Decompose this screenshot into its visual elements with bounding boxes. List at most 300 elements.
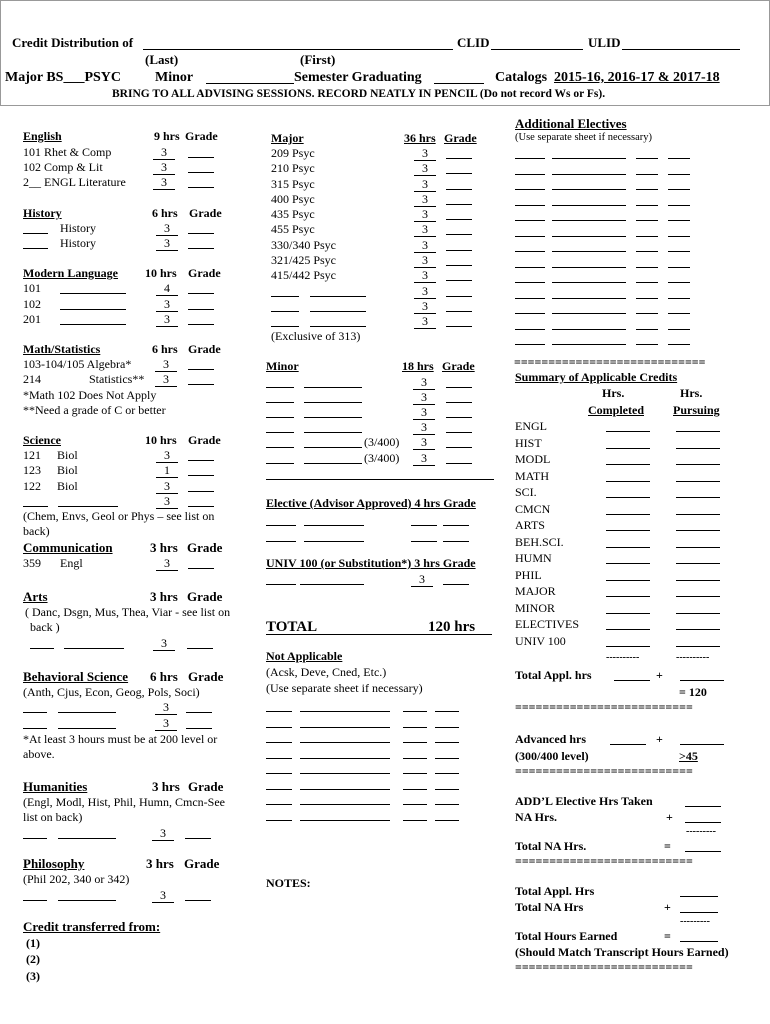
course-number-field[interactable] <box>515 333 545 345</box>
grade-field[interactable] <box>668 302 690 314</box>
summary-dashes: ---------- <box>676 652 710 663</box>
grade-field[interactable] <box>446 452 472 464</box>
course-name-field[interactable] <box>300 762 390 774</box>
grade-field[interactable] <box>188 480 214 492</box>
major-label: Major BS___PSYC <box>5 70 122 85</box>
semester-graduating-field[interactable] <box>434 72 484 84</box>
summary-title: Summary of Applicable Credits <box>515 370 678 384</box>
grade-field[interactable] <box>188 298 214 310</box>
grade-field[interactable] <box>446 391 472 403</box>
communication-row-number: 359 <box>23 556 41 570</box>
course-number-field[interactable] <box>266 809 292 821</box>
grade-field[interactable] <box>186 701 212 713</box>
minor-level-tag: (3/400) <box>364 451 400 465</box>
course-number-field[interactable] <box>515 302 545 314</box>
major-row-credits: 3 <box>414 193 436 207</box>
major-grade-header: Grade <box>444 131 477 145</box>
credits-field[interactable] <box>636 178 658 190</box>
course-number-field[interactable] <box>515 240 545 252</box>
completed-hrs-field[interactable] <box>606 503 650 515</box>
short-dashes: --------- <box>686 826 716 837</box>
modern-language-hrs: 10 hrs <box>145 266 177 280</box>
course-name-field[interactable] <box>300 731 390 743</box>
course-name-field[interactable] <box>58 889 116 901</box>
course-number-field[interactable] <box>30 637 54 649</box>
grade-field[interactable] <box>435 793 459 805</box>
elective-title: Elective (Advisor Approved) 4 hrs Grade <box>266 496 476 510</box>
credits-field[interactable] <box>411 530 437 542</box>
course-name-field[interactable] <box>300 747 390 759</box>
language-name-field[interactable] <box>60 313 126 325</box>
grade-field[interactable] <box>446 269 472 281</box>
grade-field[interactable] <box>435 778 459 790</box>
course-name-field[interactable] <box>552 225 626 237</box>
pursuing-hrs-field[interactable] <box>676 519 720 531</box>
summary-category-label: ENGL <box>515 419 547 433</box>
gt45-requirement: >45 <box>679 749 698 763</box>
pursuing-hrs-field[interactable] <box>676 585 720 597</box>
pursuing-hrs-field[interactable] <box>676 552 720 564</box>
credits-field[interactable] <box>636 240 658 252</box>
credits-field[interactable] <box>636 256 658 268</box>
science-title: Science <box>23 433 61 447</box>
course-name-field[interactable] <box>58 827 116 839</box>
pursuing-hrs-field[interactable] <box>676 470 720 482</box>
minor-field[interactable] <box>206 72 294 84</box>
behavioral-hrs: 6 hrs <box>150 669 178 684</box>
course-name-field[interactable] <box>552 209 626 221</box>
language-row-credits: 3 <box>156 298 178 312</box>
course-number-field[interactable] <box>266 762 292 774</box>
total-hrs: 120 hrs <box>428 619 476 635</box>
pursuing-hrs-field[interactable] <box>676 569 720 581</box>
grade-field[interactable] <box>446 421 472 433</box>
course-name-field[interactable] <box>552 333 626 345</box>
grade-field[interactable] <box>188 282 214 294</box>
grade-field[interactable] <box>668 271 690 283</box>
divider <box>266 479 494 480</box>
course-number-field[interactable] <box>266 573 296 585</box>
course-number-field[interactable] <box>266 700 292 712</box>
science-row-credits: 3 <box>156 449 178 463</box>
science-row-credits: 3 <box>156 480 178 494</box>
english-row-credits: 3 <box>153 161 175 175</box>
summary-hrs-header: Hrs. <box>602 386 625 400</box>
completed-hrs-field[interactable] <box>606 635 650 647</box>
course-name-field[interactable] <box>552 271 626 283</box>
communication-title: Communication <box>23 540 113 555</box>
major-row-label: 321/425 Psyc <box>271 253 337 267</box>
math-hrs: 6 hrs <box>152 342 178 356</box>
minor-grade-header: Grade <box>442 359 475 373</box>
course-name-field[interactable] <box>58 495 118 507</box>
course-name-field[interactable] <box>552 163 626 175</box>
completed-hrs-field[interactable] <box>606 585 650 597</box>
grade-field[interactable] <box>446 223 472 235</box>
math-row-credits: 3 <box>155 358 177 372</box>
grade-field[interactable] <box>446 147 472 159</box>
course-number-field[interactable] <box>23 701 47 713</box>
behavioral-footnote: above. <box>23 747 55 761</box>
advanced-level-note: (300/400 level) <box>515 749 589 763</box>
course-name-field[interactable] <box>304 514 364 526</box>
humanities-note: list on back) <box>23 810 83 824</box>
univ100-credits: 3 <box>411 573 433 587</box>
credits-field[interactable] <box>636 225 658 237</box>
course-name-field[interactable] <box>300 809 390 821</box>
math-grade-header: Grade <box>188 342 221 356</box>
course-name-field[interactable] <box>552 318 626 330</box>
course-number-field[interactable] <box>266 747 292 759</box>
credits-field[interactable] <box>636 163 658 175</box>
course-name-field[interactable] <box>310 300 366 312</box>
grade-field[interactable] <box>188 161 214 173</box>
clid-label: CLID <box>457 35 490 50</box>
grade-field[interactable] <box>668 240 690 252</box>
math-row-credits: 3 <box>155 373 177 387</box>
pursuing-hrs-field[interactable] <box>676 635 720 647</box>
course-number-field[interactable] <box>266 406 294 418</box>
science-grade-header: Grade <box>188 433 221 447</box>
credits-field[interactable] <box>403 793 427 805</box>
grade-field[interactable] <box>446 376 472 388</box>
language-row-label: 201 <box>23 312 41 326</box>
credits-field[interactable] <box>403 731 427 743</box>
course-name-field[interactable] <box>552 178 626 190</box>
ulid-field[interactable] <box>622 38 740 50</box>
pursuing-hrs-field[interactable] <box>676 536 720 548</box>
grade-field[interactable] <box>446 285 472 297</box>
addl-elective-field[interactable] <box>685 795 721 807</box>
na-hrs-label: NA Hrs. <box>515 810 557 824</box>
pursuing-hrs-field[interactable] <box>676 453 720 465</box>
completed-hrs-field[interactable] <box>606 569 650 581</box>
grade-field[interactable] <box>443 530 469 542</box>
grade-field[interactable] <box>185 827 211 839</box>
grade-field[interactable] <box>188 373 214 385</box>
minor-row-credits: 3 <box>413 436 435 450</box>
total-appl-pursuing-field[interactable] <box>680 669 724 681</box>
grade-field[interactable] <box>435 731 459 743</box>
grade-field[interactable] <box>188 358 214 370</box>
course-number-field[interactable] <box>266 436 294 448</box>
credits-field[interactable] <box>403 716 427 728</box>
notes-label: NOTES: <box>266 876 311 890</box>
pursuing-hrs-field[interactable] <box>676 437 720 449</box>
english-hrs: 9 hrs <box>154 129 180 143</box>
total-na-hrs-field[interactable] <box>685 840 721 852</box>
course-name-field[interactable] <box>552 256 626 268</box>
grade-field[interactable] <box>188 176 214 188</box>
course-name-field[interactable] <box>304 421 362 433</box>
major-row-label: 315 Psyc <box>271 177 315 191</box>
course-name-field[interactable] <box>552 147 626 159</box>
grade-field[interactable] <box>446 315 472 327</box>
total-na-hrs2-label: Total NA Hrs <box>515 900 584 914</box>
grade-field[interactable] <box>186 717 212 729</box>
course-name-field[interactable] <box>58 701 116 713</box>
course-name-field[interactable] <box>310 285 366 297</box>
pursuing-hrs-field[interactable] <box>676 503 720 515</box>
grade-field[interactable] <box>446 162 472 174</box>
completed-hrs-field[interactable] <box>606 486 650 498</box>
course-number-field[interactable] <box>266 530 296 542</box>
name-field[interactable] <box>143 38 453 50</box>
course-number-field[interactable] <box>515 147 545 159</box>
completed-hrs-field[interactable] <box>606 552 650 564</box>
grade-field[interactable] <box>443 573 469 585</box>
grade-field[interactable] <box>446 193 472 205</box>
course-number-field[interactable] <box>515 209 545 221</box>
grade-field[interactable] <box>188 237 214 249</box>
na-hrs-field[interactable] <box>685 811 721 823</box>
course-number-field[interactable] <box>515 163 545 175</box>
plus-sign: + <box>656 668 663 682</box>
pursuing-hrs-field[interactable] <box>676 420 720 432</box>
completed-hrs-field[interactable] <box>606 437 650 449</box>
course-name-field[interactable] <box>552 287 626 299</box>
course-number-field[interactable] <box>515 194 545 206</box>
eq-120: = 120 <box>679 685 707 699</box>
english-row-label: 102 Comp & Lit <box>23 160 103 174</box>
course-number-field[interactable] <box>515 178 545 190</box>
grade-field[interactable] <box>435 762 459 774</box>
grade-field[interactable] <box>446 300 472 312</box>
communication-hrs: 3 hrs <box>150 540 178 555</box>
history-hrs: 6 hrs <box>152 206 178 220</box>
course-number-field[interactable] <box>266 514 296 526</box>
grade-field[interactable] <box>188 495 214 507</box>
advanced-pursuing-field[interactable] <box>680 733 724 745</box>
credits-field[interactable] <box>636 287 658 299</box>
humanities-grade-header: Grade <box>188 779 224 794</box>
behavioral-note: (Anth, Cjus, Econ, Geog, Pols, Soci) <box>23 685 200 699</box>
total-na-hrs2-field[interactable] <box>680 901 718 913</box>
summary-category-label: BEH.SCI. <box>515 534 564 549</box>
grade-field[interactable] <box>446 239 472 251</box>
semester-graduating-label: Semester Graduating <box>294 70 422 85</box>
credits-field[interactable] <box>403 700 427 712</box>
course-number-field[interactable] <box>515 271 545 283</box>
course-name-field[interactable] <box>300 700 390 712</box>
language-row-credits: 4 <box>156 282 178 296</box>
additional-electives-note: (Use separate sheet if necessary) <box>515 132 653 143</box>
summary-category-label: UNIV 100 <box>515 633 566 648</box>
grade-field[interactable] <box>446 178 472 190</box>
plus-sign: + <box>666 810 673 824</box>
language-name-field[interactable] <box>60 282 126 294</box>
grade-field[interactable] <box>446 406 472 418</box>
major-row-credits: 3 <box>414 285 436 299</box>
course-number-field[interactable] <box>515 256 545 268</box>
ulid-label: ULID <box>588 35 621 50</box>
credits-field[interactable] <box>636 333 658 345</box>
completed-hrs-field[interactable] <box>606 519 650 531</box>
course-number-field[interactable] <box>23 889 47 901</box>
grade-field[interactable] <box>668 333 690 345</box>
course-number-field[interactable] <box>271 315 299 327</box>
course-number-field[interactable] <box>515 225 545 237</box>
course-number-field[interactable] <box>266 793 292 805</box>
grade-field[interactable] <box>668 194 690 206</box>
course-name-field[interactable] <box>58 717 116 729</box>
course-name-field[interactable] <box>552 302 626 314</box>
grade-field[interactable] <box>668 287 690 299</box>
course-name-field[interactable] <box>552 240 626 252</box>
course-number-field[interactable] <box>23 237 48 249</box>
course-number-field[interactable] <box>515 287 545 299</box>
clid-field[interactable] <box>491 38 583 50</box>
course-name-field[interactable] <box>310 315 366 327</box>
course-name-field[interactable] <box>304 376 362 388</box>
course-number-field[interactable] <box>266 376 294 388</box>
pursuing-hrs-field[interactable] <box>676 602 720 614</box>
course-number-field[interactable] <box>266 778 292 790</box>
course-number-field[interactable] <box>23 827 47 839</box>
credits-field[interactable] <box>403 762 427 774</box>
grade-field[interactable] <box>668 318 690 330</box>
humanities-row-credits: 3 <box>152 827 174 841</box>
instruction-text: BRING TO ALL ADVISING SESSIONS. RECORD NEATLY IN PENCIL (Do not record Ws or Fs). <box>112 88 606 100</box>
communication-grade-header: Grade <box>187 540 223 555</box>
credits-field[interactable] <box>636 302 658 314</box>
credits-field[interactable] <box>403 778 427 790</box>
grade-field[interactable] <box>668 209 690 221</box>
completed-hrs-field[interactable] <box>606 470 650 482</box>
total-hours-earned-field[interactable] <box>680 930 718 942</box>
advanced-hrs-field[interactable] <box>610 733 646 745</box>
grade-field[interactable] <box>668 256 690 268</box>
course-number-field[interactable] <box>515 318 545 330</box>
completed-hrs-field[interactable] <box>606 618 650 630</box>
course-name-field[interactable] <box>304 406 362 418</box>
summary-category-label: HIST <box>515 435 542 450</box>
minor-row-credits: 3 <box>413 376 435 390</box>
credits-field[interactable] <box>636 194 658 206</box>
summary-dashes: ---------- <box>606 652 640 663</box>
course-name-field[interactable] <box>300 778 390 790</box>
grade-field[interactable] <box>435 809 459 821</box>
grade-field[interactable] <box>188 557 214 569</box>
credits-field[interactable] <box>636 147 658 159</box>
major-row-credits: 3 <box>414 178 436 192</box>
grade-field[interactable] <box>187 637 213 649</box>
modern-language-grade-header: Grade <box>188 266 221 280</box>
course-number-field[interactable] <box>266 731 292 743</box>
course-number-field[interactable] <box>266 452 294 464</box>
language-row-credits: 3 <box>156 313 178 327</box>
history-row-credits: 3 <box>156 222 178 236</box>
course-name-field[interactable] <box>300 573 364 585</box>
grade-field[interactable] <box>188 449 214 461</box>
course-name-field[interactable] <box>300 793 390 805</box>
grade-field[interactable] <box>185 889 211 901</box>
credits-field[interactable] <box>636 271 658 283</box>
history-grade-header: Grade <box>189 206 222 220</box>
completed-hrs-field[interactable] <box>606 536 650 548</box>
grade-field[interactable] <box>188 222 214 234</box>
course-name-field[interactable] <box>304 452 362 464</box>
grade-field[interactable] <box>188 464 214 476</box>
philosophy-title: Philosophy <box>23 856 85 871</box>
summary-category-label: MODL <box>515 452 551 466</box>
course-number-field[interactable] <box>266 421 294 433</box>
grade-field[interactable] <box>446 436 472 448</box>
history-row-label: History <box>60 221 96 235</box>
course-number-field[interactable] <box>271 285 299 297</box>
summary-pursuing-header: Pursuing <box>673 403 720 417</box>
completed-hrs-field[interactable] <box>606 420 650 432</box>
major-row-credits: 3 <box>414 269 436 283</box>
course-name-field[interactable] <box>304 391 362 403</box>
grade-field[interactable] <box>188 313 214 325</box>
grade-field[interactable] <box>668 225 690 237</box>
univ100-title: UNIV 100 (or Substitution*) 3 hrs Grade <box>266 556 476 570</box>
language-row-label: 101 <box>23 281 41 295</box>
pursuing-hrs-field[interactable] <box>676 486 720 498</box>
course-name-field[interactable] <box>304 436 362 448</box>
grade-field[interactable] <box>443 514 469 526</box>
completed-hrs-field[interactable] <box>606 602 650 614</box>
summary-category-label: PHIL <box>515 567 542 582</box>
major-row-credits: 3 <box>414 208 436 222</box>
grade-field[interactable] <box>188 146 214 158</box>
completed-hrs-field[interactable] <box>606 453 650 465</box>
language-name-field[interactable] <box>60 298 126 310</box>
catalogs-label: Catalogs <box>495 70 548 85</box>
total-appl-hrs2-label: Total Appl. Hrs <box>515 884 595 898</box>
course-name-field[interactable] <box>300 716 390 728</box>
credits-field[interactable] <box>411 514 437 526</box>
grade-field[interactable] <box>668 178 690 190</box>
grade-field[interactable] <box>435 700 459 712</box>
grade-field[interactable] <box>435 747 459 759</box>
course-number-field[interactable] <box>266 716 292 728</box>
history-row-credits: 3 <box>156 237 178 251</box>
summary-category-label: CMCN <box>515 501 551 516</box>
transfer-item: (1) <box>26 936 40 950</box>
course-number-field[interactable] <box>23 717 47 729</box>
credits-field[interactable] <box>636 318 658 330</box>
grade-field[interactable] <box>435 716 459 728</box>
science-row-number: 121 <box>23 448 41 462</box>
total-appl-hrs-field[interactable] <box>614 669 650 681</box>
course-number-field[interactable] <box>23 495 48 507</box>
grade-field[interactable] <box>446 208 472 220</box>
credits-field[interactable] <box>403 747 427 759</box>
english-row-credits: 3 <box>153 146 175 160</box>
science-row-label: Biol <box>57 463 78 477</box>
grade-field[interactable] <box>668 147 690 159</box>
english-row-label: 2__ ENGL Literature <box>23 175 126 189</box>
credits-field[interactable] <box>636 209 658 221</box>
credits-field[interactable] <box>403 809 427 821</box>
pursuing-hrs-field[interactable] <box>676 618 720 630</box>
course-name-field[interactable] <box>552 194 626 206</box>
course-name-field[interactable] <box>304 530 364 542</box>
english-row-credits: 3 <box>153 176 175 190</box>
behavioral-grade-header: Grade <box>188 669 224 684</box>
total-appl-hrs2-field[interactable] <box>680 885 718 897</box>
credit-distribution-label: Credit Distribution of <box>12 35 134 50</box>
course-name-field[interactable] <box>64 637 124 649</box>
course-number-field[interactable] <box>271 300 299 312</box>
grade-field[interactable] <box>446 254 472 266</box>
course-number-field[interactable] <box>23 222 48 234</box>
minor-title: Minor <box>266 359 299 373</box>
course-number-field[interactable] <box>266 391 294 403</box>
grade-field[interactable] <box>668 163 690 175</box>
